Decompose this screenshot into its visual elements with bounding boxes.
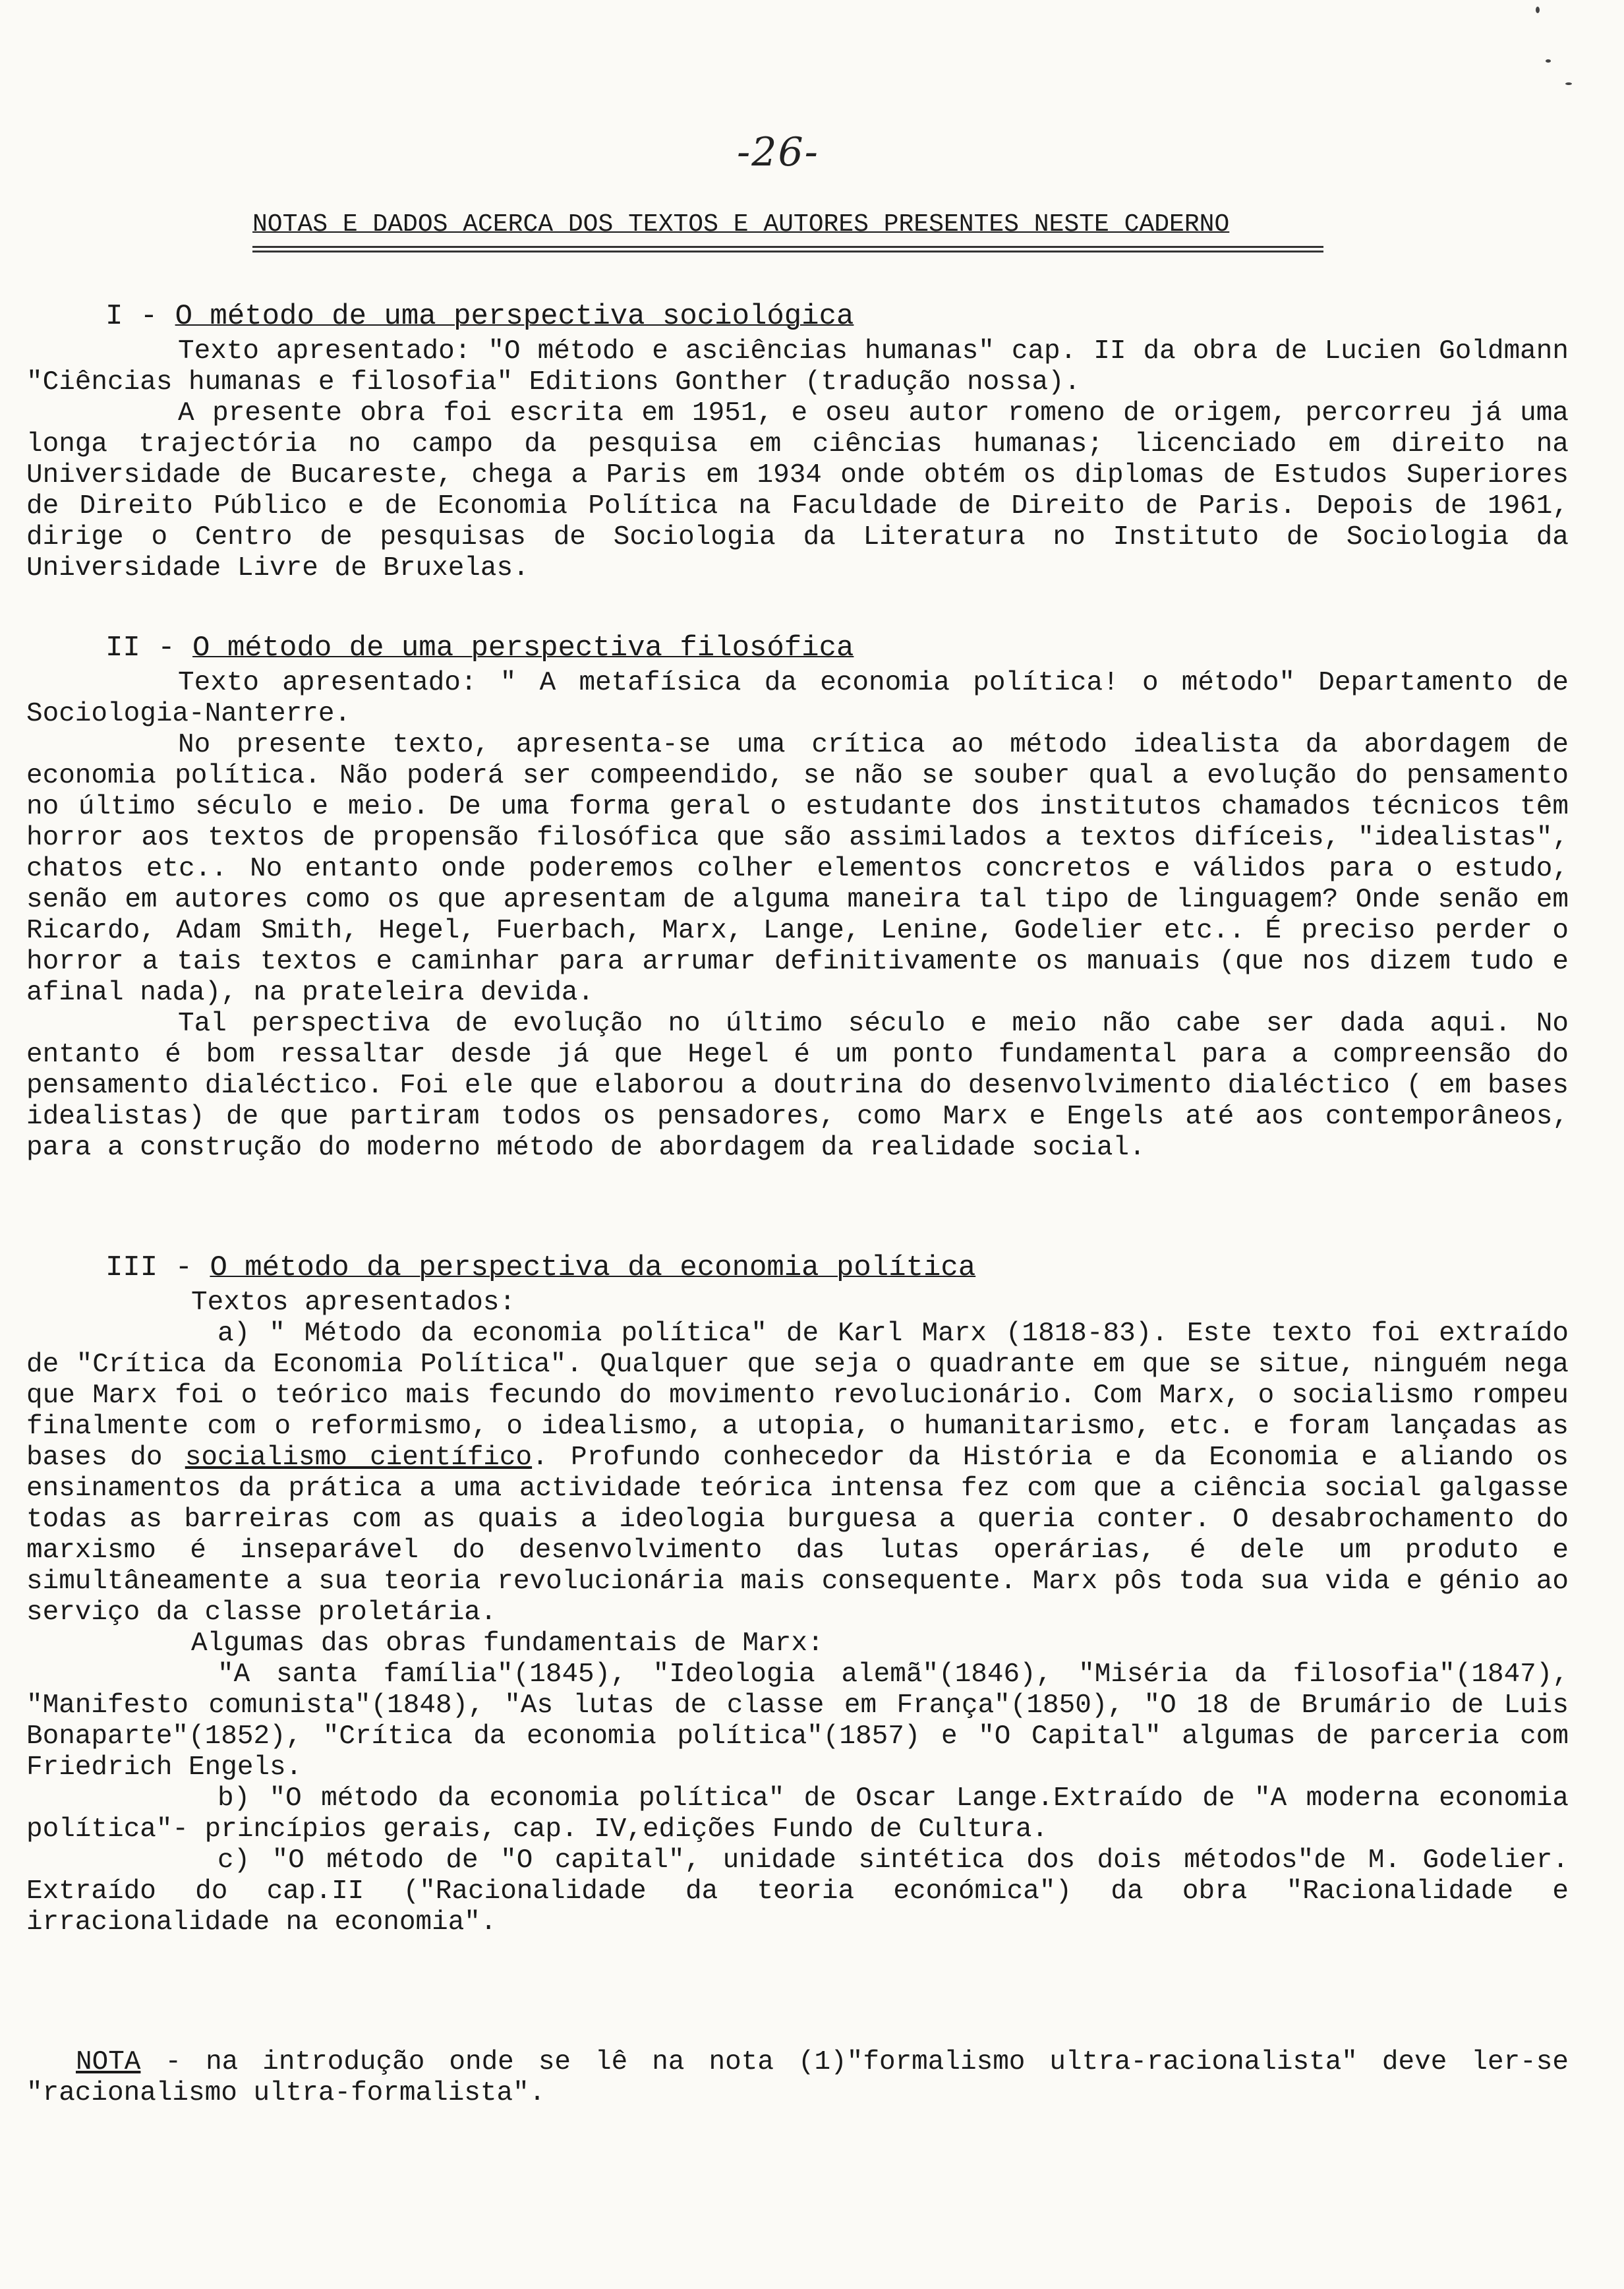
section-1-paragraph: A presente obra foi escrita em 1951, e oseu autor romeno de origem, percorreu já uma longa trajectória no campo da pesquisa em ciências humanas; licenciado em direito na Universidade de Bucareste, chega a Paris em 1934 onde obtém os diplomas de Estudos Superiores de Direito Público e de Economia Política na Faculdade de Direito de Paris. Depois de 1961, dirige o Centro de pesquisas de Sociologia da Literatura no Instituto de Sociologia da Universidade Livre de Bruxelas.	[26, 398, 1569, 583]
section-2-paragraph: No presente texto, apresenta-se uma crítica ao método idealista da abordagem de economia política. Não poderá ser compeendido, se não se souber qual a evolução do pensamento no último século e meio. De uma forma geral o estudante dos institutos chamados técnicos têm horror aos textos de propensão filosófica que são assimilados a textos difíceis, "idealistas", chatos etc.. No entanto onde poderemos colher elementos concretos e válidos para o estudo, senão em autores como os que apresentam de alguma maneira tal tipo de linguagem? Onde senão em Ricardo, Adam Smith, Hegel, Fuerbach, Marx, Lange, Lenine, Godelier etc.. É preciso perder o horror a tais textos e caminhar para arrumar definitivamente os manuais (que nos dizem tudo e afinal nada), na prateleira devida.	[26, 730, 1569, 1008]
section-2-heading	[26, 630, 1569, 667]
section-3-numeral: III -	[105, 1251, 193, 1284]
scan-speck	[1565, 82, 1572, 85]
section-2-numeral: II -	[105, 632, 175, 665]
note-label: NOTA	[76, 2047, 141, 2077]
works-list: "A santa família"(1845), "Ideologia alemã"(1846), "Miséria da filosofia"(1847), "Manifesto comunista"(1848), "As lutas de classe em França"(1850), "O 18 de Brumário de Luis Bonaparte"(1852), "Crítica da economia política"(1857) e "O Capital" algumas de parceria com Friedrich Engels.	[26, 1659, 1569, 1783]
section-2	[26, 630, 1569, 1164]
section-1	[26, 298, 1569, 584]
title-double-rule-bottom	[252, 251, 1323, 253]
section-2-paragraph: Texto apresentado: " A metafísica da economia política! o método" Departamento de Sociologia-Nanterre.	[26, 668, 1569, 729]
note-text: - na introdução onde se lê na nota (1)"formalismo ultra-racionalista" deve ler-se "racionalismo ultra-formalista".	[26, 2047, 1569, 2108]
works-intro: Algumas das obras fundamentais de Marx:	[191, 1628, 824, 1659]
item-a-text-after: . Profundo conhecedor da História e da Economia e aliando os ensinamentos da prática a uma actividade teórica intensa fez com que a ciência social galgasse todas as barreiras com as quais a ideologia burguesa a queria conter. O desabrochamento do marxismo é inseparável do desenvolvimento das lutas operárias, é dele um produto e simultâneamente a sua teoria revolucionária mais consequente. Marx pôs toda sua vida e génio ao serviço da classe proletária.	[26, 1442, 1569, 1628]
scan-speck	[1546, 59, 1551, 63]
item-a-paragraph	[26, 1319, 1569, 1628]
note-paragraph	[26, 2047, 1569, 2109]
section-3-title: O método da perspectiva da economia política	[210, 1251, 976, 1284]
section-2-title: O método de uma perspectiva filosófica	[192, 632, 854, 665]
item-a-underlined-term: socialismo científico	[185, 1442, 533, 1473]
section-3	[26, 1249, 1569, 1938]
scan-speck	[1536, 7, 1540, 13]
item-c: c) "O método de "O capital", unidade sintética dos dois métodos"de M. Godelier. Extraído do cap.II ("Racionalidade da teoria económica") da obra "Racionalidade e irracionalidade na economia".	[26, 1845, 1569, 1938]
item-a-text-before: a) " Método da economia política" de Karl Marx (1818-83). Este texto foi extraído de "Crítica da Economia Política". Qualquer que seja o quadrante em que se situe, ninguém nega que Marx foi o teórico mais fecundo do movimento revolucionário. Com Marx, o socialismo rompeu finalmente com o reformismo, o idealismo, a utopia, o humanitarismo, etc. e foram lançadas as bases do	[26, 1319, 1569, 1473]
page-title: NOTAS E DADOS ACERCA DOS TEXTOS E AUTORES PRESENTES NESTE CADERNO	[252, 210, 1230, 239]
note	[26, 2047, 1569, 2109]
item-b: b) "O método da economia política" de Oscar Lange.Extraído de "A moderna economia política"- princípios gerais, cap. IV,edições Fundo de Cultura.	[26, 1783, 1569, 1845]
section-3-intro: Textos apresentados:	[191, 1288, 516, 1318]
section-1-numeral: I -	[105, 300, 158, 333]
page-number: -26-	[737, 129, 819, 175]
section-3-heading	[26, 1249, 1569, 1286]
section-1-title: O método de uma perspectiva sociológica	[175, 300, 854, 333]
title-double-rule-top	[252, 246, 1323, 248]
section-2-paragraph: Tal perspectiva de evolução no último século e meio não cabe ser dada aqui. No entanto é bom ressaltar desde já que Hegel é um ponto fundamental para a compreensão do pensamento dialéctico. Foi ele que elaborou a doutrina do desenvolvimento dialéctico ( em bases idealistas) de que partiram todos os pensadores, como Marx e Engels até aos contemporâneos, para a construção do moderno método de abordagem da realidade social.	[26, 1009, 1569, 1163]
section-1-paragraph: Texto apresentado: "O método e asciências humanas" cap. II da obra de Lucien Goldmann "Ciências humanas e filosofia" Editions Gonther (tradução nossa).	[26, 336, 1569, 398]
section-1-heading	[26, 298, 1569, 335]
